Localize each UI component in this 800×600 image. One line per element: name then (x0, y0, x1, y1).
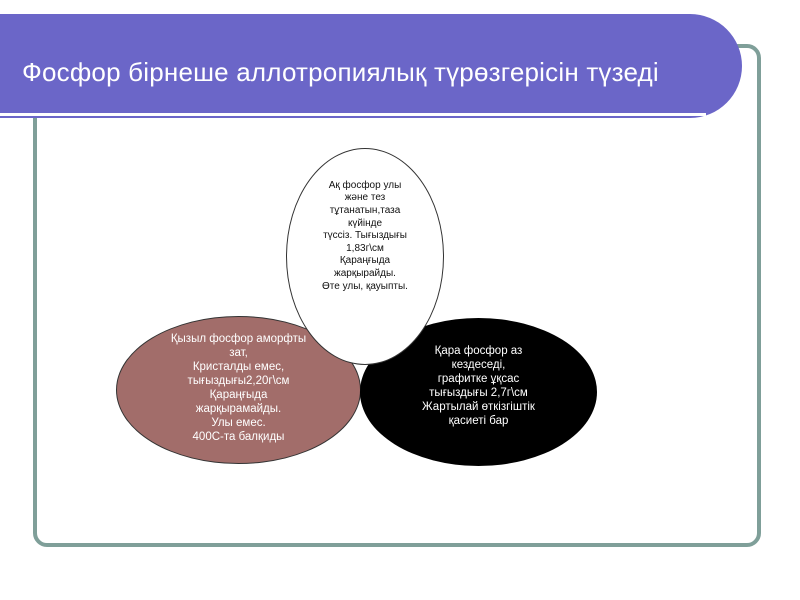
title-underline (0, 113, 706, 116)
slide-title: Фосфор бірнеше аллотропиялық түрөзгерісін түзеді (22, 57, 659, 87)
title-bar (0, 14, 742, 118)
white-phosphorus-ellipse (286, 148, 444, 365)
white-phosphorus-text: Ақ фосфор улы және тез тұтанатын,таза күйінде түссіз. Тығыздығы 1,83г\см Қараңғыда жарқырайды. Өте улы, қауыпты. (322, 179, 408, 292)
red-phosphorus-text: Қызыл фосфор аморфты зат, Кристалды емес, тығыздығы2,20г\см Қараңғыда жарқырамайды. Улы емес. 400С-та балқиды (170, 333, 307, 443)
black-phosphorus-text: Қара фосфор аз кездеседі, графитке ұқсас тығыздығы 2,7г\см Жартылай өткізгіштік қасиеті бар (422, 345, 535, 427)
